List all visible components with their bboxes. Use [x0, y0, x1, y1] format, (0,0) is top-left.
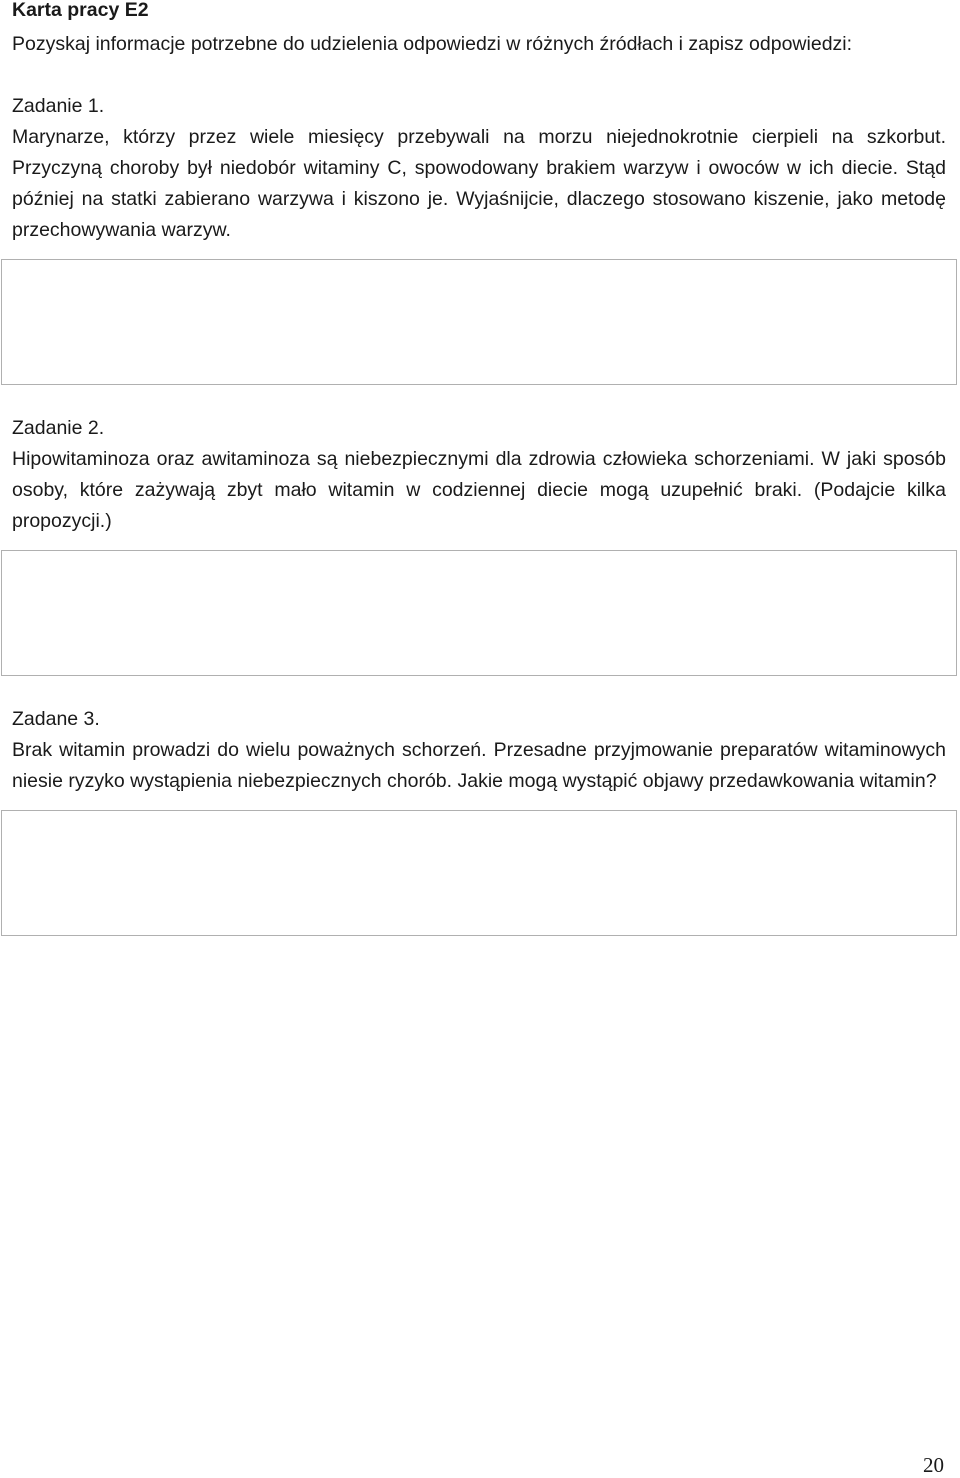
task-1-label: Zadanie 1. — [12, 95, 105, 117]
task-3-answer-box[interactable] — [1, 810, 957, 936]
task-2-answer-box[interactable] — [1, 550, 957, 676]
task-1-text: Marynarze, którzy przez wiele miesięcy przebywali na morzu niejednokrotnie cierpieli na szkorbut. Przyczyną choroby był niedobór witaminy C, spowodowany brakiem warzyw i owoców w ich diecie. Stąd później na statki zabierano warzywa i kiszono je. Wyjaśnijcie, dlaczego stosowano kiszenie, jako metodę przechowywania warzyw. — [12, 126, 946, 241]
worksheet-page — [12, 0, 946, 936]
spacer — [12, 60, 946, 91]
task-3-label: Zadane 3. — [12, 708, 100, 730]
page-number: 20 — [923, 1453, 944, 1477]
task-3-text: Brak witamin prowadzi do wielu poważnych schorzeń. Przesadne przyjmowanie preparatów witaminowych niesie ryzyko wystąpienia niebezpiecznych chorób. Jakie mogą wystąpić objawy przedawkowania witamin? — [12, 739, 946, 792]
task-2-label: Zadanie 2. — [12, 417, 105, 439]
task-2-text: Hipowitaminoza oraz awitaminoza są niebezpiecznymi dla zdrowia człowieka schorzeniami. W jaki sposób osoby, które zażywają zbyt mało witamin w codziennej diecie mogą uzupełnić braki. (Podajcie kilka propozycji.) — [12, 448, 946, 532]
task-1-answer-box[interactable] — [1, 259, 957, 385]
worksheet-title: Karta pracy E2 — [12, 0, 149, 21]
worksheet-intro: Pozyskaj informacje potrzebne do udzielenia odpowiedzi w różnych źródłach i zapisz odpowiedzi: — [12, 33, 853, 55]
spacer — [12, 385, 946, 413]
spacer — [12, 676, 946, 704]
